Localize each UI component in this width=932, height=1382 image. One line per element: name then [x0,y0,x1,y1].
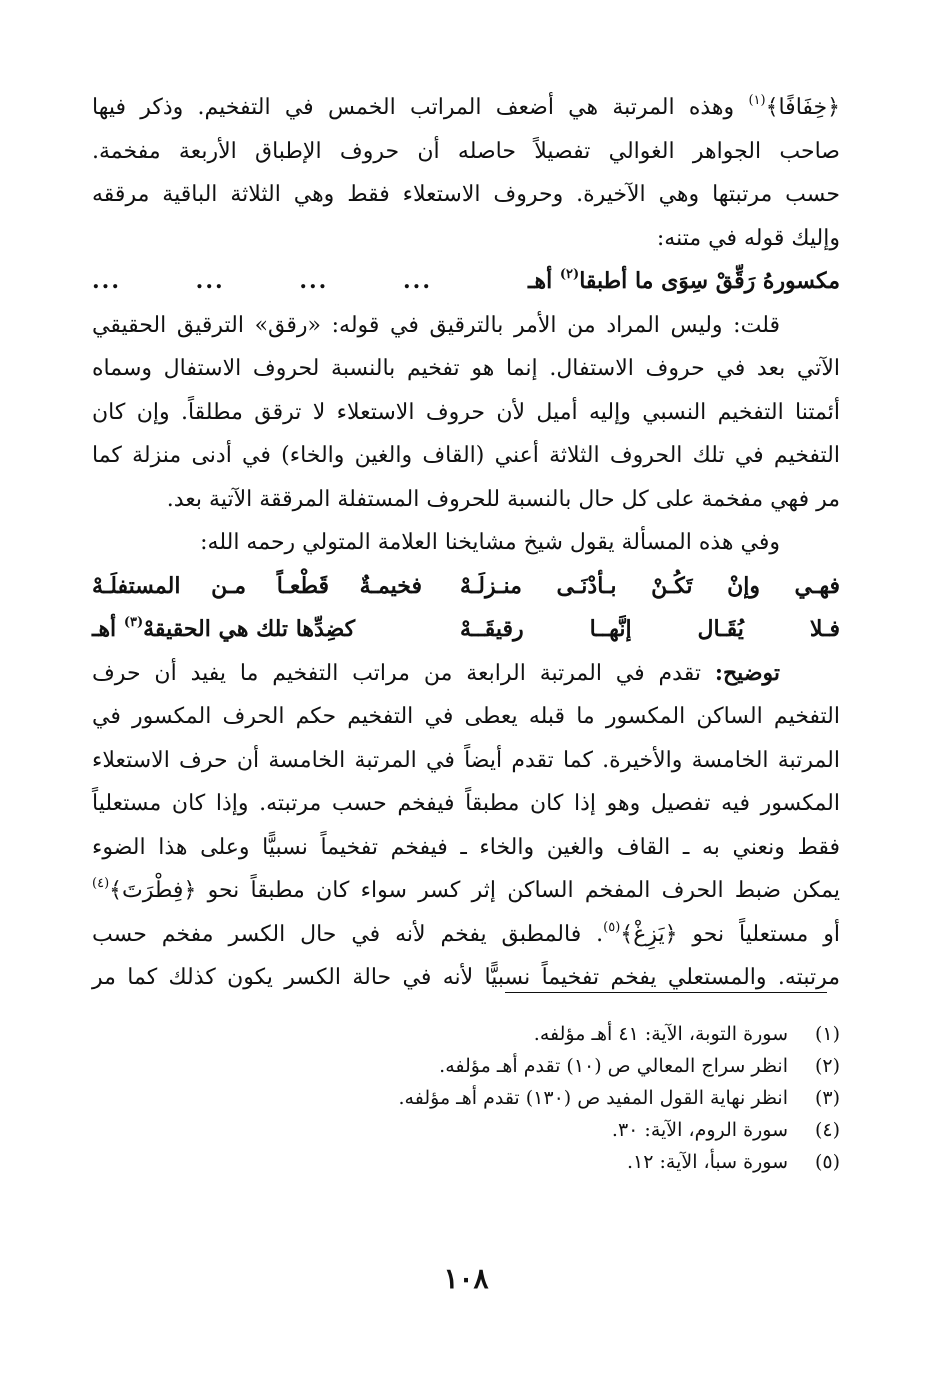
text-line: مرتبته. والمستعلي يفخم تفخيماً نسبيًّا لأنه في حالة الكسر يكون كذلك كما مر [92,965,840,990]
text-line: فقط ونعني به ـ القاف والغين والخاء ـ فيفخم تفخيماً نسبيًّا وعلى هذا الضوء [92,834,840,860]
quran-word: ﴿خِفَافًا﴾ [765,95,841,120]
verse-second-half: كضِدِّها تلك هي الحقيقهْ$^{(٣)}$ أهـ [92,615,356,642]
ellipsis-hemistich: ... ... ... ... [92,268,432,294]
footnote-text: انظر سراج المعالي ص (١٠) تقدم أهـ مؤلفه. [439,1055,788,1077]
footnote [92,1146,840,1178]
text-line: ﴿خِفَافًا﴾$^{(١)}$ وهذه المرتبة هي أضعف المراتب الخمس في التفخيم. وذكر فيها [92,93,841,120]
quran-word: ﴿فِطْرَتَ﴾ [109,878,197,903]
page-number: ١٠٨ [443,1262,489,1295]
verse-first-half: فهـي وإنْ تَكُـنْ بـأدْنَـى منـزلَـهْ [460,572,840,599]
footnote-ref: (٥) [603,919,621,935]
verse-line [92,260,840,304]
text-line: توضيح: تقدم في المرتبة الرابعة من مراتب التفخيم ما يفيد أن حرف [92,659,780,686]
verse-line [92,565,840,609]
footnote-text: سورة الروم، الآية: ٣٠. [611,1119,788,1141]
text-line: المكسور فيه تفصيل وهو إذا كان مطبقاً فيفخم حسب مرتبته. وإذا كان مستعلياً [92,791,840,816]
footnote-number: (٤) [814,1119,840,1141]
footnote-number: (٣) [814,1087,840,1109]
text-line: المرتبة الخامسة والأخيرة. كما تقدم أيضاً في المرتبة الخامسة أن حرف الاستعلاء [92,747,840,773]
main-text [92,86,840,1000]
footnote [92,1082,840,1114]
footnotes [92,1018,840,1178]
footnote [92,1018,840,1050]
footnote-text: سورة التوبة، الآية: ٤١ أهـ مؤلفه. [533,1023,788,1045]
text-line: مر فهي مفخمة على كل حال بالنسبة للحروف المستفلة المرققة الآتية بعد. [166,486,840,512]
footnote-text: سورة سبأ، الآية: ١٢. [626,1151,788,1173]
text-line: أو مستعلياً نحو ﴿يَزِغْ﴾$^{(٥)}$. فالمطبق يفخم لأنه في حال الكسر مفخم حسب [92,919,840,947]
footnote-text: انظر نهاية القول المفيد ص (١٣٠) تقدم أهـ مؤلفه. [398,1087,788,1109]
verse-line [92,608,840,652]
footnote-divider [505,992,827,993]
clarification-label: توضيح: [714,659,780,686]
footnote [92,1050,840,1082]
footnote-ref: (٤) [92,876,110,891]
text-line: صاحب الجواهر الغوالي تفصيلاً حاصله أن حروف الإطباق الأربعة مفخمة. [92,138,840,164]
text-line: وإليك قوله في متنه: [656,225,840,251]
footnote-number: (٥) [814,1151,840,1173]
text-line: التفخيم الساكن المكسور ما قبله يعطى في التفخيم حكم الحرف المكسور في [92,704,840,729]
footnote-ref: (١) [748,93,766,108]
verse-half: مكسورهُ رَقِّقْ سِوَى ما أطبقا$^{(٢)}$ أهـ [528,267,840,294]
text-line: قلت: وليس المراد من الأمر بالترقيق في قوله: «رقق» الترقيق الحقيقي [92,312,780,338]
verse-first-half: فـلا يُقَـال إنَّهــا رقيقَــهْ [460,616,840,642]
text-line: التفخيم في تلك الحروف الثلاثة أعني (القاف والغين والخاء) في أدنى منزلة كما [92,443,840,468]
text-line: يمكن ضبط الحرف المفخم الساكن إثر كسر سواء كان مطبقاً نحو ﴿فِطْرَتَ﴾$^{(٤)}$ [92,876,840,903]
footnote-number: (١) [814,1023,840,1045]
verse-second-half: فخيمـةٌ قَطْعـاً مـن المستفلَـهْ [92,572,422,599]
footnote-ref: (٢) [559,267,580,282]
text-line: الآتي بعد في حروف الاستفال. إنما هو تفخيم بالنسبة لحروف الاستفال وسماه [92,356,840,381]
text-line: وفي هذه المسألة يقول شيخ مشايخنا العلامة المتولي رحمه الله: [200,530,780,555]
footnote [92,1114,840,1146]
quran-word: ﴿يَزِغْ﴾ [620,921,678,947]
footnote-number: (٢) [814,1055,840,1077]
text-line: حسب مرتبتها وهي الآخيرة. وحروف الاستعلاء فقط وهي الثلاثة الباقية مرققه [92,182,840,207]
footnote-ref: (٣) [123,615,144,630]
text-line: أئمتنا التفخيم النسبي وإليه أميل لأن حروف الاستعلاء لا ترقق مطلقاً. وإن كان [92,399,840,425]
